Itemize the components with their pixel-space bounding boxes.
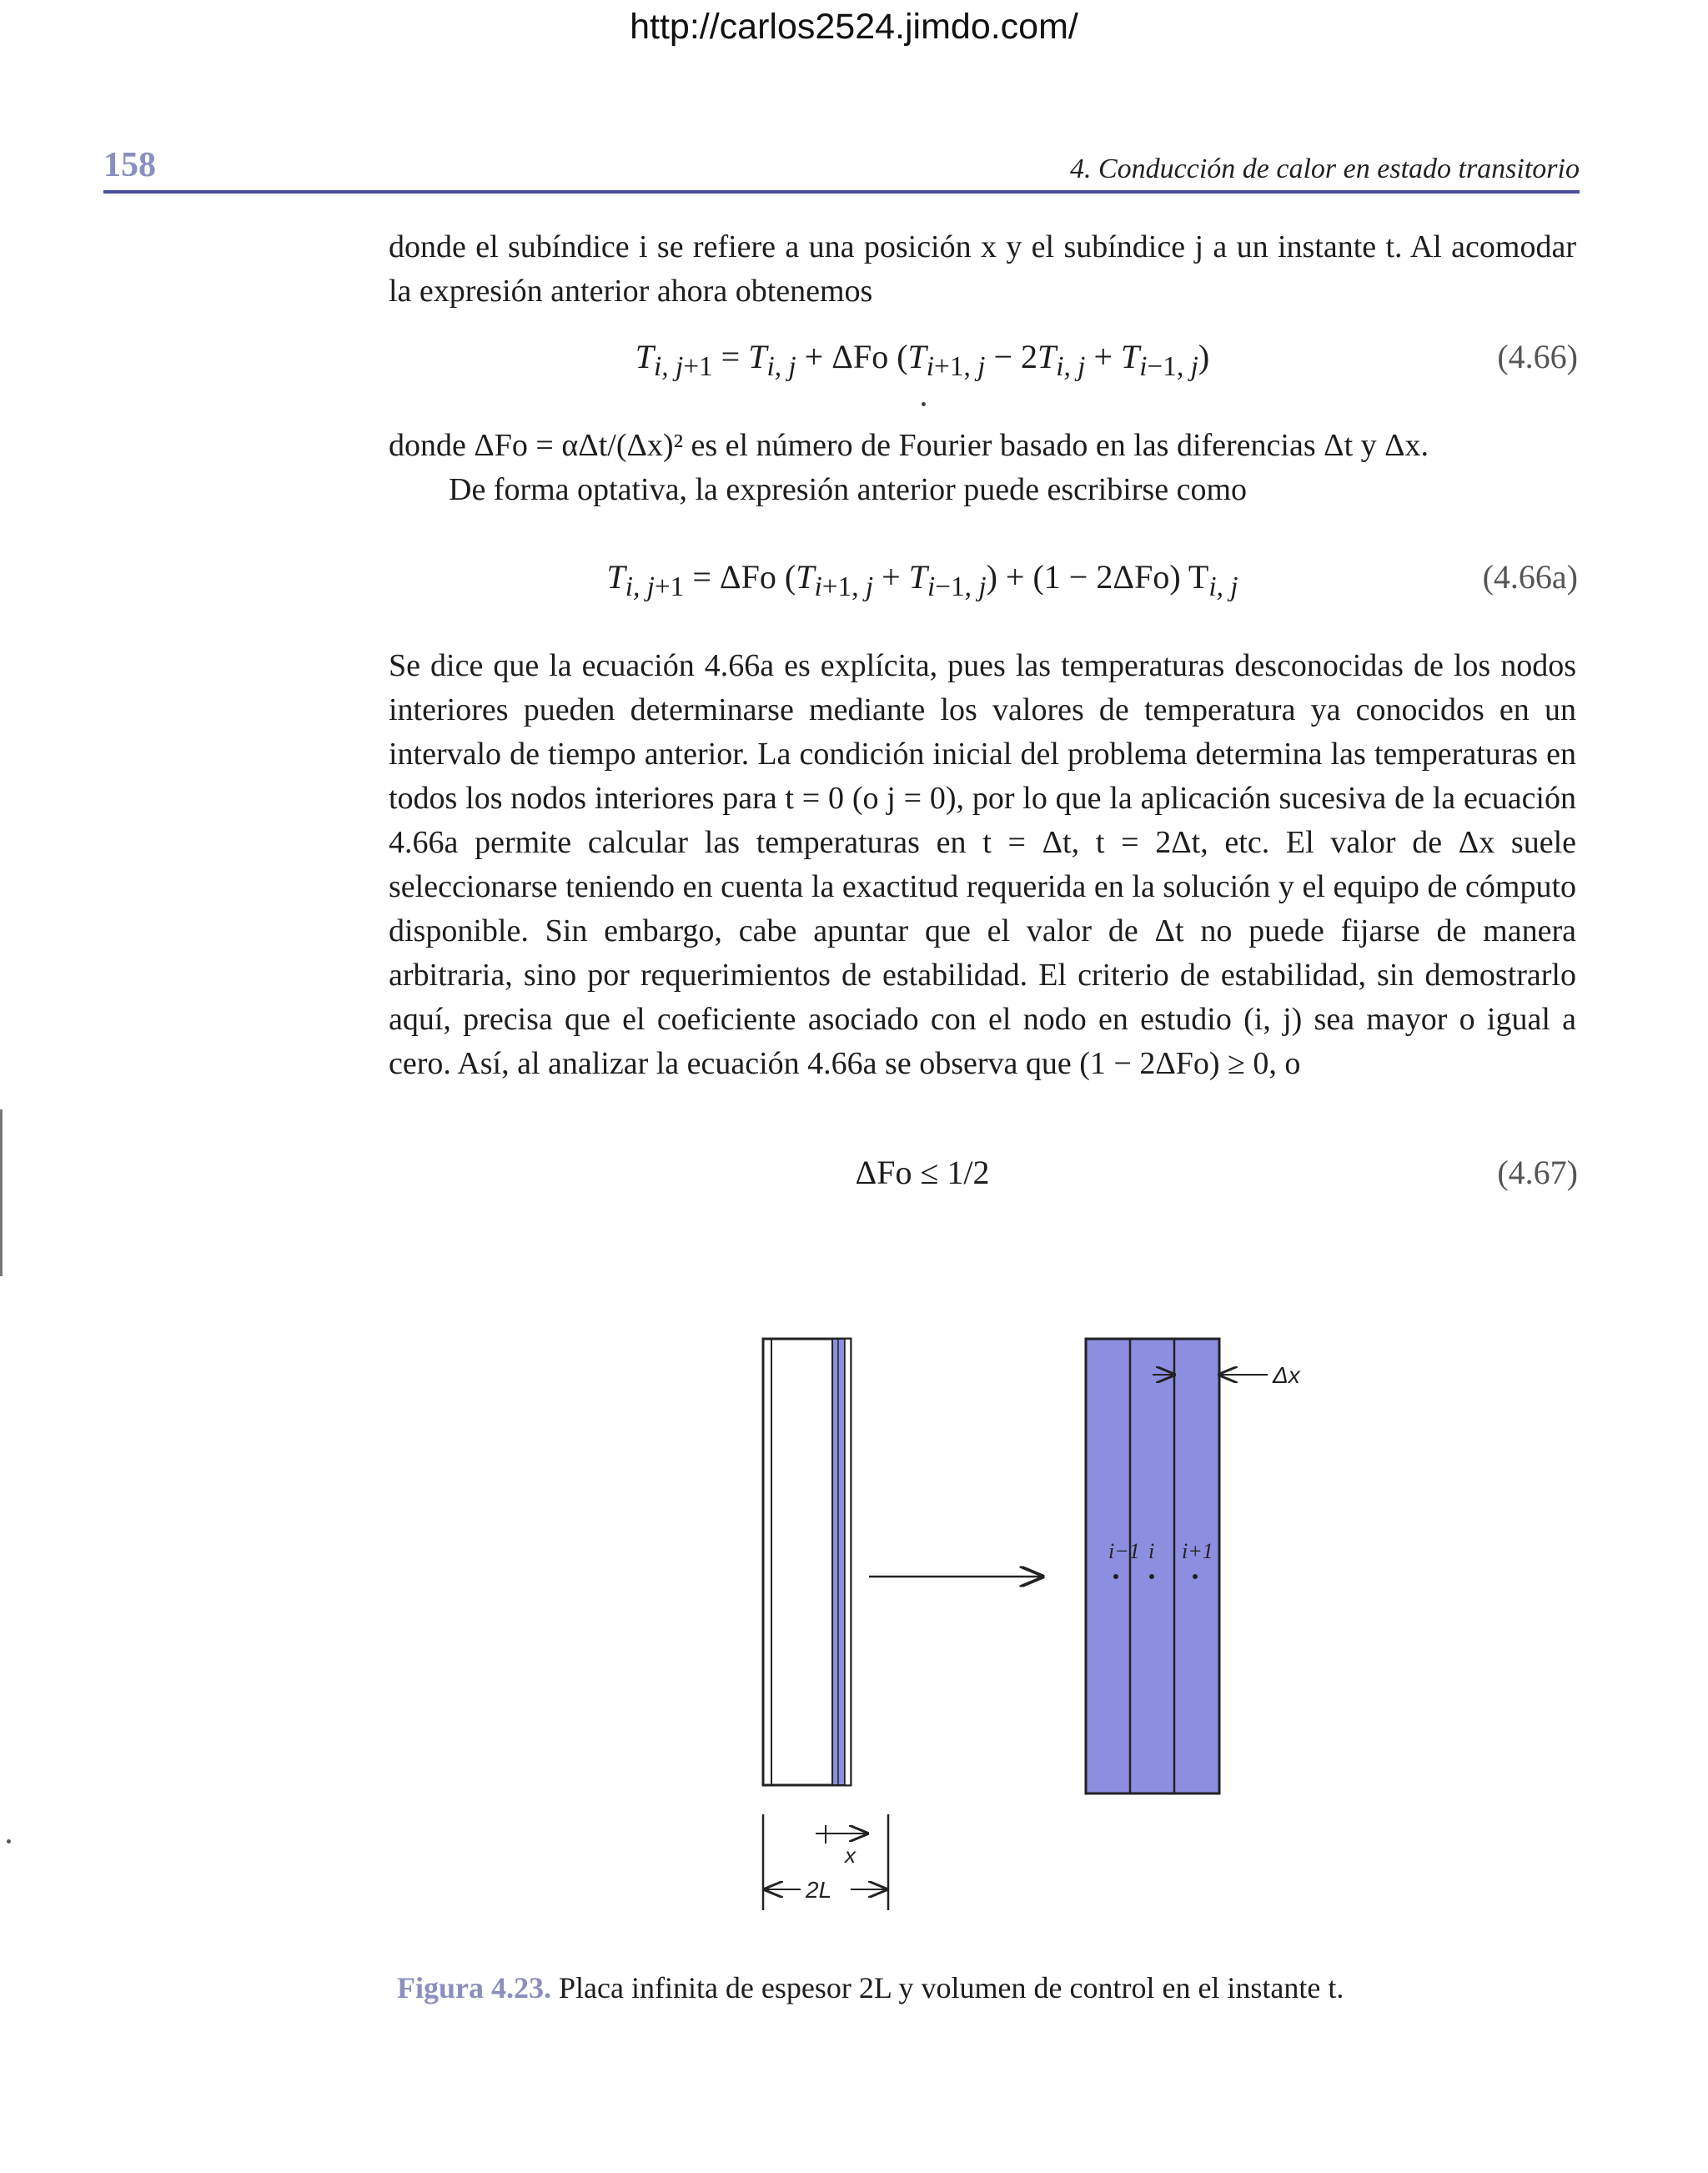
margin-mark-2	[7, 1839, 11, 1844]
paragraph-2-line-2: De forma optativa, la expresión anterior puede escribirse como	[449, 472, 1248, 507]
stray-dot	[922, 402, 926, 406]
margin-mark-1	[0, 1109, 3, 1276]
node-dot-i-plus-1	[1193, 1574, 1198, 1579]
node-dot-i-minus-1	[1113, 1574, 1118, 1579]
paragraph-3-text: Se dice que la ecuación 4.66a es explícita, pues las temperaturas desconocidas de los nodos interiores pueden determinarse mediante los valores de temperatura ya conocidos en un intervalo de tiempo anterior. La condición inicial del problema determina las temperaturas en todos los nodos interiores para t = 0 (o j = 0), por lo que la aplicación sucesiva de la ecuación 4.66a permite calcular las temperaturas en t = Δt, t = 2Δt, etc. El valor de Δx suele seleccionarse teniendo en cuenta la exactitud requerida en la solución y el equipo de cómputo disponible. Sin embargo, cabe apuntar que el valor de Δt no puede fijarse de manera arbitraria, sino por requerimientos de estabilidad. El criterio de estabilidad, sin demostrarlo aquí, precisa que el coeficiente asociado con el nodo en estudio (i, j) sea mayor o igual a cero. Así, al analizar la ecuación 4.66a se observa que (1 − 2ΔFo) ≥ 0, o	[389, 648, 1576, 1081]
running-head: 4. Conducción de calor en estado transitorio	[1069, 153, 1580, 184]
page-header	[103, 147, 1580, 194]
equation-4-67-expression: ΔFo ≤ 1/2	[855, 1154, 990, 1191]
paragraph-3	[389, 644, 1576, 1086]
node-label-i: i	[1148, 1539, 1155, 1563]
paragraph-1	[389, 225, 1576, 314]
paragraph-2	[389, 424, 1576, 512]
x-label: x	[845, 1843, 856, 1868]
thickness-label: 2L	[806, 1877, 832, 1903]
caption-label: Figura 4.23.	[397, 1971, 551, 2004]
equation-4-66	[389, 337, 1578, 384]
equation-4-67	[389, 1153, 1578, 1200]
slab-drawing	[763, 1339, 851, 1785]
source-url[interactable]: http://carlos2524.jimdo.com/	[630, 7, 1078, 47]
cv-fill	[1086, 1339, 1219, 1793]
node-label-i-plus-1: i+1	[1182, 1539, 1213, 1563]
equation-4-66-expression: $T_{i, j+1} = T_{i, j} + \Delta Fo$ $(T_{i+1, j} - 2T_{i, j} + T_{i-1, j})$	[635, 338, 1210, 382]
delta-x-label: Δx	[1273, 1362, 1300, 1388]
slab-cv-right	[845, 1339, 851, 1785]
page-number: 158	[103, 146, 156, 184]
node-dot-i	[1149, 1574, 1154, 1579]
control-volume-detail	[1086, 1339, 1301, 1793]
figure-4-23	[734, 1326, 1334, 1927]
caption-text: Placa infinita de espesor 2L y volumen de control en el instante t.	[559, 1971, 1344, 2004]
equation-4-66a	[389, 557, 1578, 604]
equation-4-67-number: (4.67)	[1497, 1154, 1578, 1191]
node-label-i-minus-1: i−1	[1108, 1539, 1140, 1563]
paragraph-2-line-1: donde ΔFo = αΔt/(Δx)² es el número de Fourier basado en las diferencias Δt y Δx.	[389, 428, 1429, 463]
paragraph-1-text: donde el subíndice i se refiere a una posición x y el subíndice j a un instante t. Al acomodar la expresión anterior ahora obtenemos	[389, 229, 1576, 309]
equation-4-66a-expression: $T_{i, j+1} = \Delta Fo$ $(T_{i+1, j} + T_{i-1, j}) + (1 - 2\Delta Fo)$ $T_{i, j}$	[606, 558, 1238, 602]
equation-4-66-number: (4.66)	[1497, 338, 1578, 375]
figure-caption	[397, 1970, 1581, 2005]
equation-4-66a-number: (4.66a)	[1482, 558, 1578, 596]
dimension-annotations	[763, 1814, 888, 1910]
